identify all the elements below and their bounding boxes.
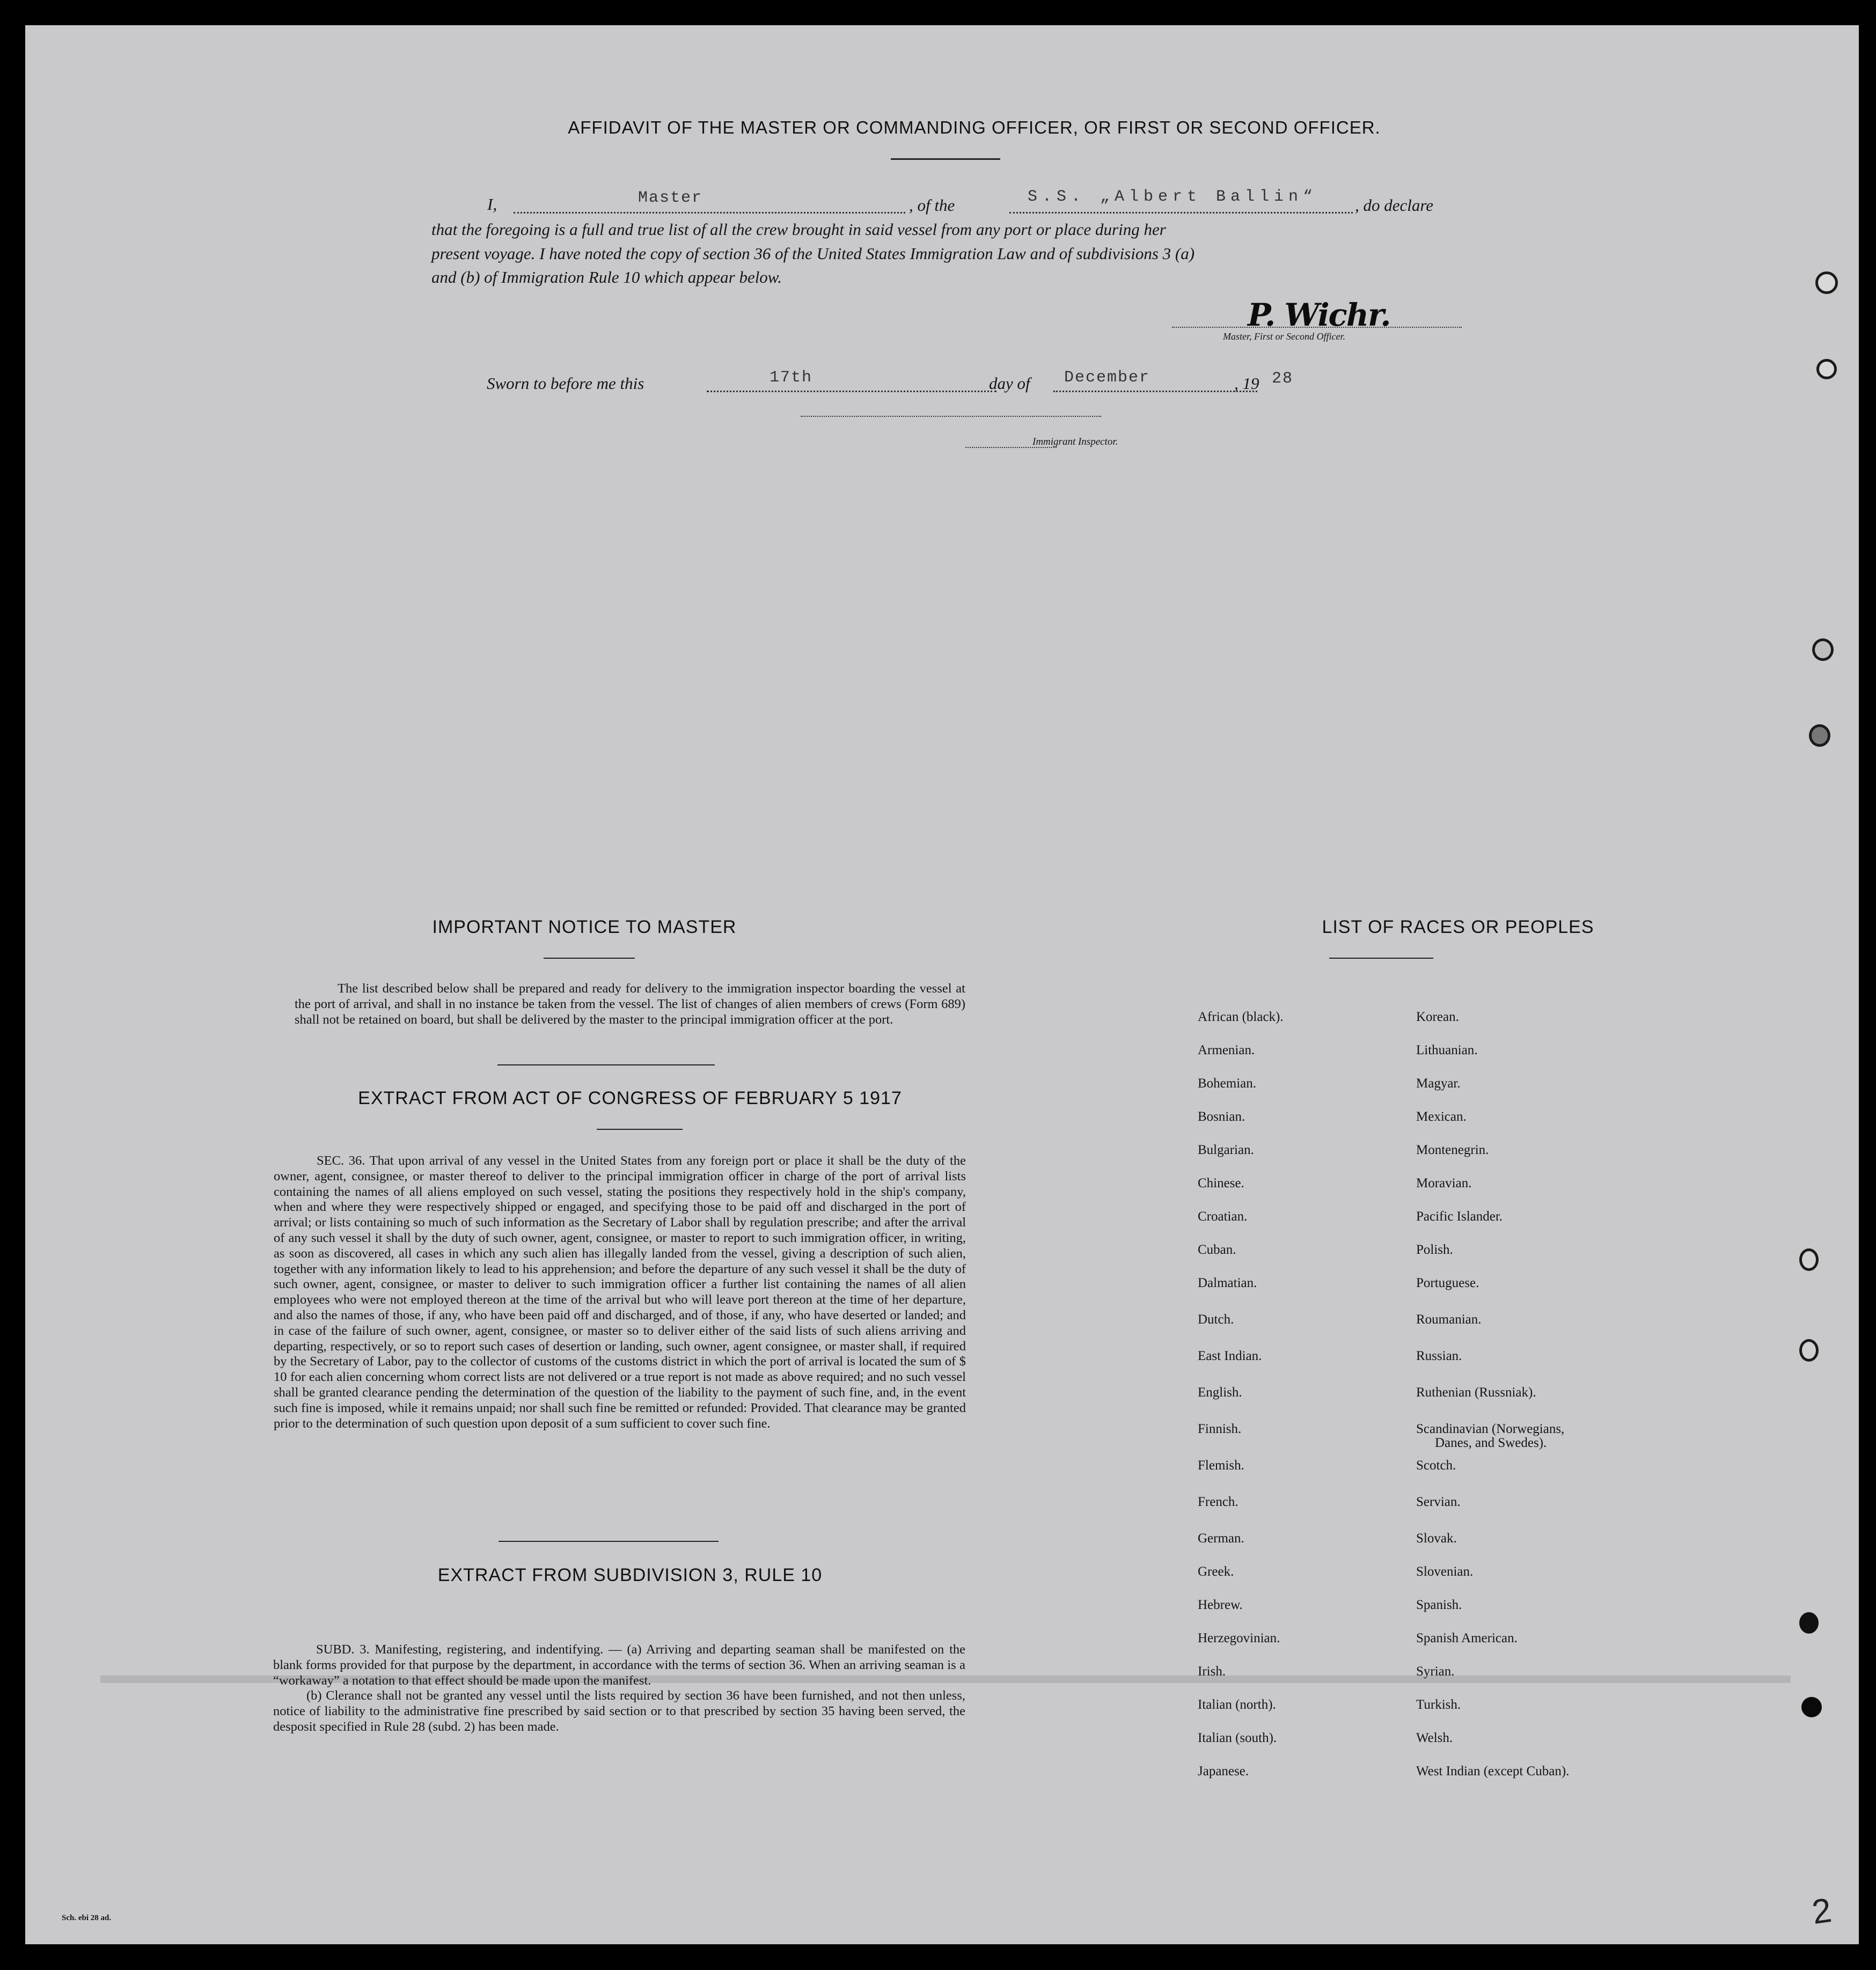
affidavit-line: that the foregoing is a full and true list of all the crew brought in said vessel from any port or place during her	[431, 220, 1166, 239]
affidavit-line: present voyage. I have noted the copy of section 36 of the United States Immigration Law and of subdivisions 3 (a)	[431, 244, 1195, 263]
inspector-caption: Immigrant Inspector.	[1032, 436, 1118, 447]
race-item: Welsh.	[1416, 1731, 1453, 1745]
race-item: Turkish.	[1416, 1697, 1461, 1712]
race-item: West Indian (except Cuban).	[1416, 1764, 1570, 1778]
race-item: Slovak.	[1416, 1531, 1457, 1546]
race-item: Dalmatian.	[1198, 1276, 1257, 1290]
race-item: German.	[1198, 1531, 1244, 1546]
day-of-label: day of	[989, 374, 1030, 393]
race-item: Danes, and Swedes).	[1435, 1436, 1547, 1450]
race-item: Magyar.	[1416, 1076, 1461, 1091]
race-item: Montenegrin.	[1416, 1143, 1489, 1157]
race-item: Lithuanian.	[1416, 1043, 1478, 1057]
race-item: French.	[1198, 1495, 1239, 1509]
race-item: Spanish American.	[1416, 1631, 1518, 1645]
race-item: Japanese.	[1198, 1764, 1249, 1778]
race-item: Hebrew.	[1198, 1598, 1243, 1612]
race-item: Mexican.	[1416, 1109, 1467, 1124]
notice-title: IMPORTANT NOTICE TO MASTER	[432, 917, 737, 937]
race-item: Greek.	[1198, 1564, 1234, 1579]
race-item: Polish.	[1416, 1243, 1453, 1257]
race-item: East Indian.	[1198, 1349, 1262, 1363]
race-item: Finnish.	[1198, 1422, 1242, 1436]
act-paragraph: SEC. 36. That upon arrival of any vessel in the United States from any foreign port or place it shall be the duty of the owner, agent, consignee, or master thereof to deliver to the principal immigration officer in charge of the port of arrival lists containing the names of all aliens employed on such vessel, stating the positions they respectively hold in the ship's company, when and where they were respectively shipped or engaged, and specifying those to be paid off and discharged in the port of arrival; or lists containing so much of such information as the Secretary of Labor shall by regulation prescribe; and after the arrival of any such vessel it shall by the duty of such owner, agent, consignee, or master to report to such immigration officer, in writing, as soon as discovered, all cases in which any such alien has illegally landed from the vessel, giving a description of such alien, together with any information likely to lead to his apprehension; and before the departure of any such vessel it shall be the duty of such owner, agent, consignee, or master to deliver to such immigration officer a further list containing the names of all alien employees who were not employed thereon at the time of the arrival but who will leave port thereon at the time of her departure, and also the names of those, if any, who have been paid off and discharged, and of those, if any, who have deserted or landed; and in case of the failure of such owner, agent, consignee, or master so to deliver either of the said lists of such aliens arriving and departing, respectively, or so to report such cases of desertion or landing, such owner, agent consignee, or master shall, if required by the Secretary of Labor, pay to the collector of customs of the customs district in which the port of arrival is located the sum of $ 10 for each alien concerning whom correct lists are not delivered or a true report is not made as above required; and no such vessel shall be granted clearance pending the determination of the question of the liability to the payment of such fine, and, in the event such fine is imposed, while it remains unpaid; nor shall such fine be remitted or refunded: Provided. That clearance may be granted prior to the determination of such question upon deposit of a sum sufficient to cover such fine.	[274, 1153, 966, 1431]
race-item: Bulgarian.	[1198, 1143, 1254, 1157]
race-item: English.	[1198, 1385, 1242, 1400]
race-item: Moravian.	[1416, 1176, 1472, 1190]
race-item: Dutch.	[1198, 1312, 1234, 1327]
race-item: Ruthenian (Russniak).	[1416, 1385, 1536, 1400]
rule-title: EXTRACT FROM SUBDIVISION 3, RULE 10	[437, 1565, 823, 1585]
race-item: Russian.	[1416, 1349, 1462, 1363]
race-item: Portuguese.	[1416, 1276, 1479, 1290]
affidavit-title: AFFIDAVIT OF THE MASTER OR COMMANDING OFFICER, OR FIRST OR SECOND OFFICER.	[568, 117, 1381, 137]
race-item: Scandinavian (Norwegians,	[1416, 1422, 1565, 1436]
signature-caption: Master, First or Second Officer.	[1223, 331, 1345, 342]
act-title: EXTRACT FROM ACT OF CONGRESS OF FEBRUARY 5 1917	[358, 1088, 902, 1108]
race-item: Irish.	[1198, 1664, 1226, 1679]
form-code: Sch. ebi 28 ad.	[62, 1914, 112, 1922]
affidavit-lead: I,	[487, 195, 497, 214]
race-item: Syrian.	[1416, 1664, 1455, 1679]
sworn-label: Sworn to before me this	[487, 374, 644, 393]
race-item: Pacific Islander.	[1416, 1209, 1503, 1224]
race-item: Cuban.	[1198, 1243, 1236, 1257]
race-item: Slovenian.	[1416, 1564, 1474, 1579]
year-value: 28	[1272, 370, 1294, 388]
race-item: Croatian.	[1198, 1209, 1248, 1224]
page-mark: 2	[1809, 1890, 1834, 1932]
race-item: Bohemian.	[1198, 1076, 1257, 1091]
race-item: Italian (south).	[1198, 1731, 1277, 1745]
of-the-label: , of the	[909, 196, 955, 215]
races-title: LIST OF RACES OR PEOPLES	[1322, 917, 1594, 937]
race-item: Flemish.	[1198, 1458, 1244, 1473]
sworn-day-value: 17th	[770, 369, 813, 387]
affidavit-line: and (b) of Immigration Rule 10 which appear below.	[431, 268, 782, 286]
race-item: Roumanian.	[1416, 1312, 1482, 1327]
race-item: Servian.	[1416, 1495, 1461, 1509]
rule-subd-a: SUBD. 3. Manifesting, registering, and indentifying. — (a) Arriving and departing seaman shall be manifested on the blank forms provided for that purpose by the department, in accordance with the terms of section 36. When an arriving seaman is a “workaway” a notation to that effect should be made upon the manifest.	[273, 1642, 965, 1688]
race-item: Scotch.	[1416, 1458, 1456, 1473]
master-field-value: Master	[638, 189, 703, 207]
rule-subd-b: (b) Clerance shall not be granted any vessel until the lists required by section 36 have been furnished, and not then unless, notice of liability to the administrative fine prescribed by said section or to that prescribed by section 35 having been served, the desposit specified in Rule 28 (subd. 2) has been made.	[273, 1688, 965, 1734]
races-list	[25, 25, 1859, 1944]
race-item: Chinese.	[1198, 1176, 1244, 1190]
race-item: Spanish.	[1416, 1598, 1462, 1612]
signature: P. Wichr.	[1248, 297, 1390, 333]
race-item: Korean.	[1416, 1010, 1459, 1024]
notice-paragraph: The list described below shall be prepared and ready for delivery to the immigration inspector boarding the vessel at the port of arrival, and shall in no instance be taken from the vessel. The list of changes of alien members of crews (Form 689) shall not be retained on board, but shall be delivered by the master to the principal immigration officer at the port.	[295, 981, 965, 1027]
race-item: Italian (north).	[1198, 1697, 1276, 1712]
document-page	[25, 25, 1859, 1944]
race-item: Bosnian.	[1198, 1109, 1245, 1124]
year-prefix: , 19	[1234, 374, 1259, 393]
vessel-field-value: S.S. „Albert Ballin“	[1028, 188, 1318, 206]
race-item: Herzegovinian.	[1198, 1631, 1280, 1645]
do-declare-label: , do declare	[1355, 196, 1434, 215]
race-item: Armenian.	[1198, 1043, 1255, 1057]
race-item: African (black).	[1198, 1010, 1284, 1024]
sworn-month-value: December	[1064, 369, 1150, 387]
